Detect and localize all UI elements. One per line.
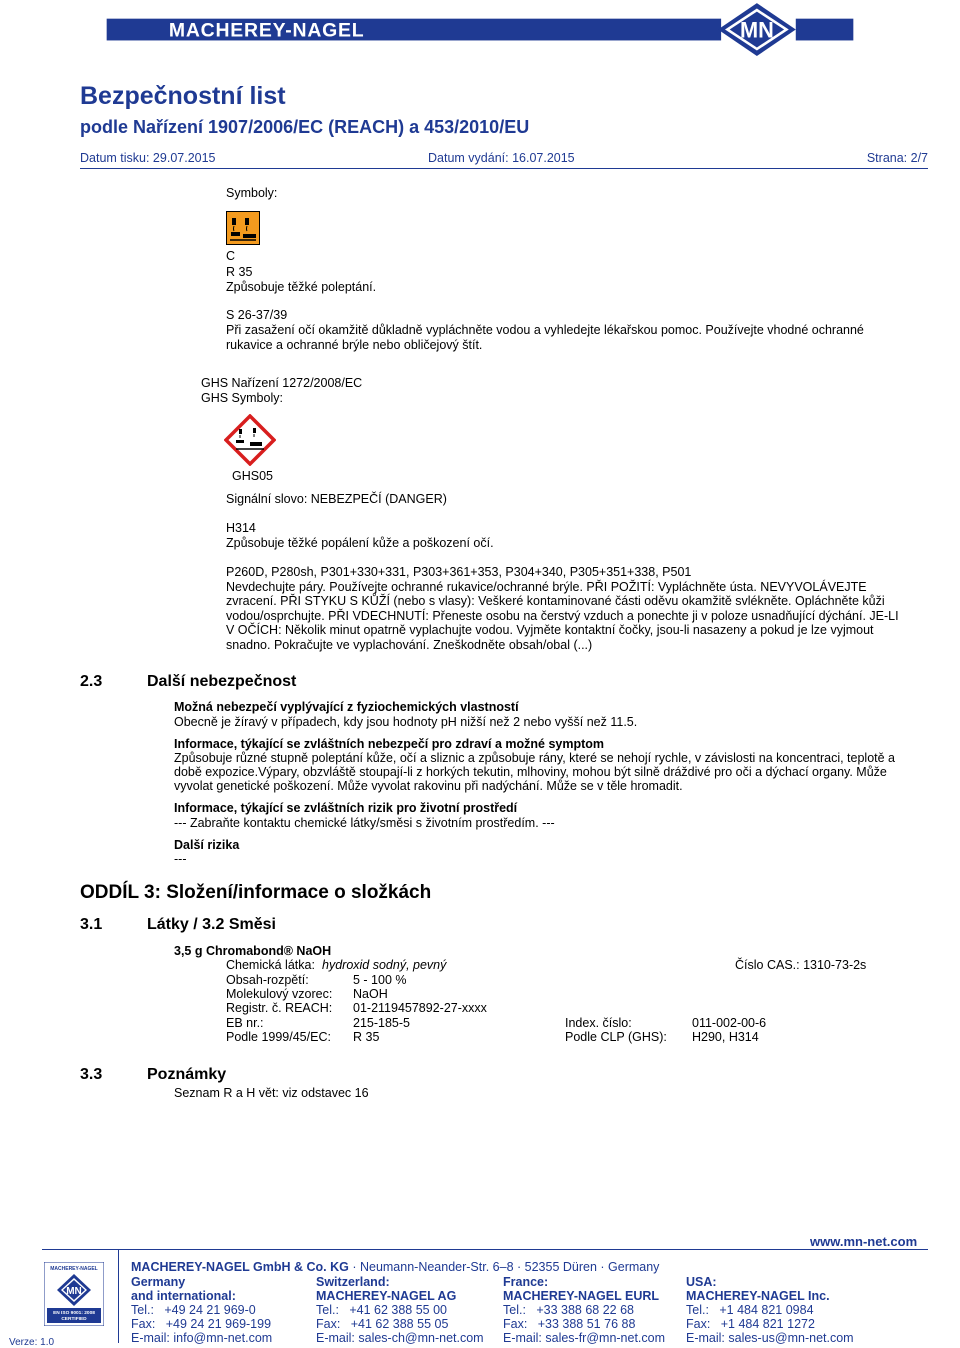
svg-text:MN: MN xyxy=(739,17,774,43)
document-title: Bezpečnostní list xyxy=(80,82,286,110)
website: www.mn-net.com xyxy=(810,1234,918,1249)
subsection-title: Látky / 3.2 Směsi xyxy=(147,916,276,933)
physchem-text: Obecně je žíravý v případech, kdy jsou hodnoty pH nižší než 2 nebo vyšší než 11.5. xyxy=(174,715,638,729)
health-text-line: Způsobuje různé stupně poleptání kůže, očí a sliznic a způsobuje rány, které se nehojí rychle, v závislosti na koncentraci, teplotě a xyxy=(174,751,896,765)
ghs-pictogram-code: GHS05 xyxy=(232,469,273,483)
header-rule xyxy=(80,168,928,169)
section-title: Další nebezpečnost xyxy=(147,673,297,690)
r-code: R 35 xyxy=(226,265,253,279)
health-text-line: vyvolat genetické poškození. Může vyvolat rakovinu při nadýchání. Může se v těle hromadit. xyxy=(174,779,683,793)
directive-value: R 35 xyxy=(353,1030,380,1044)
section-number: 2.3 xyxy=(80,673,103,690)
corrosive-orange-icon xyxy=(226,211,260,245)
ghs05-corrosion-icon xyxy=(224,414,276,466)
company-address: · Neumann-Neander-Str. 6–8 · 52355 Düren · Germany xyxy=(352,1260,660,1274)
print-date: Datum tisku: 29.07.2015 xyxy=(80,151,216,165)
svg-text:EN ISO 9001: 2008: EN ISO 9001: 2008 xyxy=(53,1311,95,1316)
eb-label: EB nr.: xyxy=(226,1016,264,1030)
p-text-line: vodou/osprchujte. PŘI VDECHNUTÍ: Přeneste osobu na čerstvý vzduch a ponechte ji v poloze usnadňující dýchání. JE-LI xyxy=(226,609,899,623)
physchem-heading: Možná nebezpečí vyplývající z fyziochemických vlastností xyxy=(174,700,519,714)
index-value: 011-002-00-6 xyxy=(692,1016,767,1030)
footer-col-heading: Germany xyxy=(131,1275,186,1289)
version-label: Verze: 1.0 xyxy=(9,1337,55,1348)
footer-col-heading: MACHEREY-NAGEL AG xyxy=(316,1289,457,1303)
company-name: MACHEREY-NAGEL GmbH & Co. KG xyxy=(131,1260,349,1274)
h-code: H314 xyxy=(226,521,256,535)
clp-value: H290, H314 xyxy=(692,1030,759,1044)
p-text-line: snadno. Pokračujte ve vyplachování. Zneškodněte obsah/obal (...) xyxy=(226,638,593,652)
footer-fax: Fax: +49 24 21 969-199 xyxy=(131,1317,272,1331)
p-text-line: zvracení. PŘI STYKU S KŮŽÍ (nebo s vlasy): Veškeré kontaminované části oděvu okamžitě svlékněte. Opláchněte kůži xyxy=(226,594,885,608)
env-text: --- Zabraňte kontaktu chemické látky/směsi s životním prostředím. --- xyxy=(174,816,555,830)
footer-col-heading: Switzerland: xyxy=(316,1275,390,1289)
page-number: Strana: 2/7 xyxy=(866,151,928,165)
footer-email: E-mail: info@mn-net.com xyxy=(131,1331,273,1345)
eb-value: 215-185-5 xyxy=(353,1016,410,1030)
iso-certificate-logo xyxy=(44,1262,104,1326)
svg-text:MACHEREY-NAGEL: MACHEREY-NAGEL xyxy=(50,1266,98,1272)
section-3-title: ODDÍL 3: Složení/informace o složkách xyxy=(80,882,432,903)
footer-fax: Fax: +1 484 821 1272 xyxy=(686,1317,815,1331)
cas-number: Číslo CAS.: 1310-73-2s xyxy=(735,958,867,972)
reach-value: 01-2119457892-27-xxxx xyxy=(353,1001,487,1015)
r-text: Způsobuje těžké poleptání. xyxy=(226,280,377,294)
other-heading: Další rizika xyxy=(174,838,240,852)
substance-value: hydroxid sodný, pevný xyxy=(322,958,447,972)
issue-date: Datum vydání: 16.07.2015 xyxy=(428,151,575,165)
product-name: 3,5 g Chromabond® NaOH xyxy=(174,944,332,958)
notes-number: 3.3 xyxy=(80,1066,103,1083)
footer-col-heading: MACHEREY-NAGEL EURL xyxy=(503,1289,660,1303)
footer-col-heading: MACHEREY-NAGEL Inc. xyxy=(686,1289,830,1303)
health-text-line: době expozice.Výpary, obzvláště stoupají-li z horkých tekutin, mlhoviny, mohou být silně dráždivé pro oči a dýchací organy. Může xyxy=(174,765,887,779)
p-text-line: V OČÍCH: Několik minut opatrně vyplachujte vodou. Vyjměte kontaktní čočky, jsou-li nasazeny a pokud je lze vyjmout xyxy=(226,623,874,637)
svg-text:MN: MN xyxy=(66,1286,82,1297)
ghs-symbols-label: GHS Symboly: xyxy=(201,391,283,405)
footer-col-heading: France: xyxy=(503,1275,549,1289)
symbol-code: C xyxy=(226,249,236,263)
concentration-label: Obsah-rozpětí: xyxy=(226,973,309,987)
footer-fax: Fax: +33 388 51 76 88 xyxy=(503,1317,636,1331)
mn-logo xyxy=(718,3,796,56)
brand-name: MACHEREY-NAGEL xyxy=(168,19,365,42)
footer-fax: Fax: +41 62 388 55 05 xyxy=(316,1317,449,1331)
s-text-line: rukavice a ochranné brýle nebo obličejový štít. xyxy=(226,338,483,352)
footer-col-heading: USA: xyxy=(686,1275,717,1289)
directive-label: Podle 1999/45/EC: xyxy=(226,1030,331,1044)
footer-col-heading: and international: xyxy=(131,1289,236,1303)
svg-text:CERTIFIED: CERTIFIED xyxy=(61,1317,87,1322)
health-heading: Informace, týkající se zvláštních nebezpečí pro zdraví a možné symptom xyxy=(174,737,605,751)
reach-label: Registr. č. REACH: xyxy=(226,1001,333,1015)
footer-email: E-mail: sales-fr@mn-net.com xyxy=(503,1331,666,1345)
footer-rule xyxy=(42,1249,928,1250)
footer-email: E-mail: sales-us@mn-net.com xyxy=(686,1331,854,1345)
concentration-value: 5 - 100 % xyxy=(353,973,407,987)
formula-value: NaOH xyxy=(353,987,388,1001)
footer-email: E-mail: sales-ch@mn-net.com xyxy=(316,1331,484,1345)
p-codes: P260D, P280sh, P301+330+331, P303+361+353, P304+340, P305+351+338, P501 xyxy=(226,565,692,579)
footer-tel: Tel.: +33 388 68 22 68 xyxy=(503,1303,635,1317)
s-text-line: Při zasažení očí okamžitě důkladně vypláchněte vodou a vyhledejte lékařskou pomoc. Používejte vhodné ochranné xyxy=(226,323,864,337)
notes-title: Poznámky xyxy=(147,1066,227,1083)
company-line xyxy=(131,1260,659,1274)
substance-label: Chemická látka: xyxy=(226,958,315,972)
header-bar xyxy=(0,0,960,56)
h-text: Způsobuje těžké popálení kůže a poškození očí. xyxy=(226,536,494,550)
ghs-regulation: GHS Nařízení 1272/2008/EC xyxy=(201,376,363,390)
other-text: --- xyxy=(174,852,187,866)
env-heading: Informace, týkající se zvláštních rizik pro životní prostředí xyxy=(174,801,518,815)
subsection-number: 3.1 xyxy=(80,916,103,933)
footer-tel: Tel.: +1 484 821 0984 xyxy=(686,1303,814,1317)
s-code: S 26-37/39 xyxy=(226,308,288,322)
p-text-line: Nevdechujte páry. Používejte ochranné rukavice/ochranné brýle. PŘI POŽITÍ: Vypláchněte ústa. NEVYVOLÁVEJTE xyxy=(226,580,867,594)
symbols-label: Symboly: xyxy=(226,186,278,200)
signal-word: Signální slovo: NEBEZPEČÍ (DANGER) xyxy=(226,492,447,506)
footer-tel: Tel.: +49 24 21 969-0 xyxy=(131,1303,256,1317)
document-subtitle: podle Nařízení 1907/2006/EC (REACH) a 453/2010/EU xyxy=(80,117,530,137)
formula-label: Molekulový vzorec: xyxy=(226,987,333,1001)
clp-label: Podle CLP (GHS): xyxy=(565,1030,667,1044)
notes-text: Seznam R a H vět: viz odstavec 16 xyxy=(174,1086,369,1100)
footer-tel: Tel.: +41 62 388 55 00 xyxy=(316,1303,448,1317)
footer-divider xyxy=(118,1249,119,1343)
index-label: Index. číslo: xyxy=(565,1016,632,1030)
